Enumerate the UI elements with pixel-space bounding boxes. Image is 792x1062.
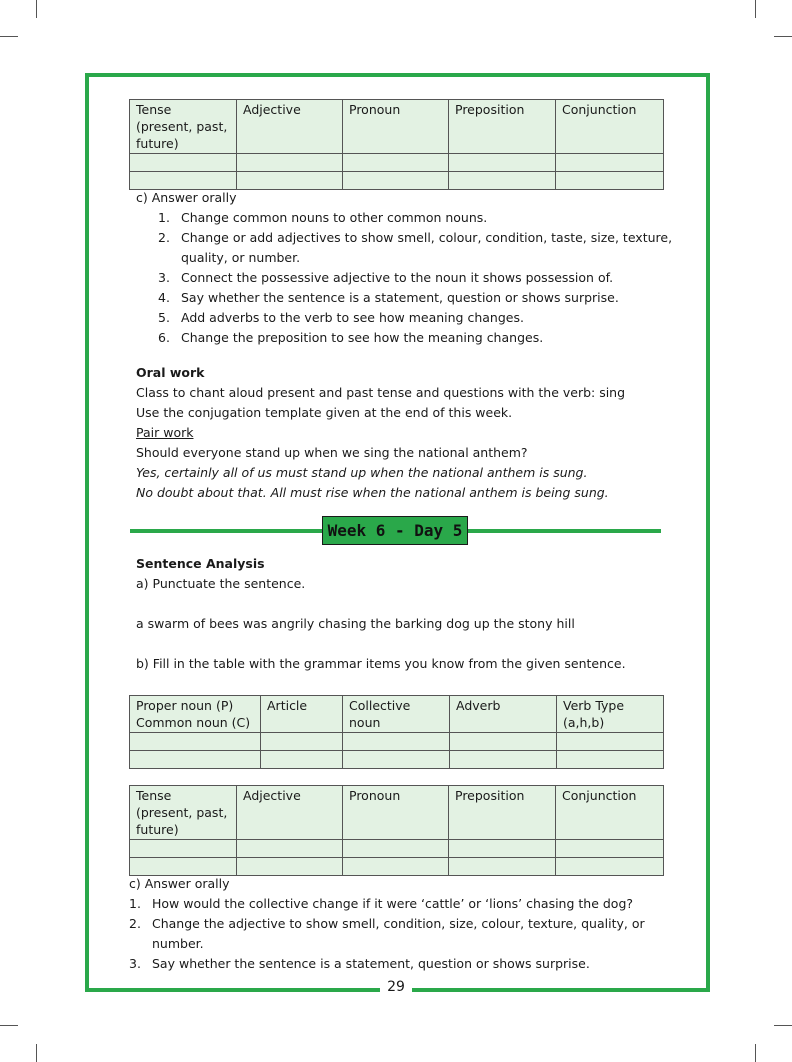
table-cell[interactable] (343, 751, 450, 769)
list-item-continuation (158, 248, 672, 268)
instruction-b: b) Fill in the table with the grammar items you know from the given sentence. (136, 656, 626, 671)
crop-mark (774, 1025, 792, 1026)
table-header-cell: Preposition (449, 100, 556, 154)
list-text: Change or add adjectives to show smell, colour, condition, taste, size, texture, (181, 230, 673, 245)
list-number: 3. (158, 270, 170, 285)
table-row (130, 154, 664, 172)
list-item-continuation (129, 934, 645, 954)
table-header-cell: Adjective (237, 786, 343, 840)
pair-work-question: Should everyone stand up when we sing the national anthem? (136, 445, 528, 460)
list-text: Connect the possessive adjective to the noun it shows possession of. (181, 270, 614, 285)
oral-work-line: Class to chant aloud present and past tense and questions with the verb: sing (136, 385, 626, 400)
table-header-cell: Verb Type (a,h,b) (557, 696, 664, 733)
table-cell[interactable] (557, 733, 664, 751)
table-cell[interactable] (449, 840, 556, 858)
list-text: number. (152, 936, 204, 951)
list-text: Change common nouns to other common nouns. (181, 210, 488, 225)
list-text: Change the adjective to show smell, condition, size, colour, texture, quality, or (152, 916, 645, 931)
table-header-cell: Adverb (450, 696, 557, 733)
page-number: 29 (380, 977, 412, 997)
table-cell[interactable] (450, 733, 557, 751)
table-cell[interactable] (343, 172, 449, 190)
table-header-row (130, 696, 664, 733)
list-text: Change the preposition to see how the meaning changes. (181, 330, 544, 345)
crop-mark (36, 1044, 37, 1062)
list-number: 4. (158, 290, 170, 305)
table-cell[interactable] (261, 733, 343, 751)
table-header-cell: Article (261, 696, 343, 733)
table-header-cell: Adjective (237, 100, 343, 154)
crop-mark (0, 36, 18, 37)
week-day-title: Week 6 - Day 5 (322, 516, 468, 545)
oral-work-line: Use the conjugation template given at the end of this week. (136, 405, 513, 420)
table-cell[interactable] (130, 172, 237, 190)
list-text: quality, or number. (181, 250, 301, 265)
table-cell[interactable] (237, 858, 343, 876)
table-header-row (130, 786, 664, 840)
grammar-table-bottom (129, 785, 664, 876)
table-cell[interactable] (237, 172, 343, 190)
list-item (129, 914, 645, 934)
table-header-cell: Tense (present, past, future) (130, 786, 237, 840)
table-cell[interactable] (130, 154, 237, 172)
list-item (158, 228, 672, 248)
table-cell[interactable] (343, 154, 449, 172)
table-cell[interactable] (130, 858, 237, 876)
answer-orally-heading: c) Answer orally (136, 190, 237, 205)
sentence-analysis-heading: Sentence Analysis (136, 556, 265, 571)
table-header-cell: Pronoun (343, 786, 449, 840)
list-item (158, 208, 672, 228)
list-number: 2. (129, 916, 141, 931)
oral-work-heading: Oral work (136, 365, 205, 380)
list-number: 3. (129, 956, 141, 971)
table-cell[interactable] (449, 858, 556, 876)
table-cell[interactable] (237, 840, 343, 858)
table-row (130, 858, 664, 876)
list-text: Say whether the sentence is a statement, question or shows surprise. (181, 290, 619, 305)
table-cell[interactable] (450, 751, 557, 769)
crop-mark (755, 0, 756, 18)
table-header-cell: Conjunction (556, 100, 664, 154)
list-item (129, 894, 645, 914)
answer-orally-list (158, 208, 672, 348)
answer-orally-heading: c) Answer orally (129, 876, 230, 891)
list-item (158, 288, 672, 308)
list-item (158, 268, 672, 288)
table-cell[interactable] (343, 733, 450, 751)
divider-line-left (130, 529, 322, 533)
table-header-cell: Collective noun (343, 696, 450, 733)
pair-work-answer: No doubt about that. All must rise when the national anthem is being sung. (136, 485, 609, 500)
table-header-cell: Proper noun (P) Common noun (C) (130, 696, 261, 733)
list-number: 2. (158, 230, 170, 245)
instruction-a: a) Punctuate the sentence. (136, 576, 306, 591)
table-cell[interactable] (261, 751, 343, 769)
grammar-table-nouns (129, 695, 664, 769)
crop-mark (36, 0, 37, 18)
list-item (129, 954, 645, 974)
table-cell[interactable] (130, 733, 261, 751)
grammar-table-top (129, 99, 664, 190)
table-cell[interactable] (449, 154, 556, 172)
divider-line-right (468, 529, 661, 533)
table-cell[interactable] (556, 154, 664, 172)
table-cell[interactable] (556, 172, 664, 190)
table-cell[interactable] (343, 858, 449, 876)
table-cell[interactable] (556, 840, 664, 858)
pair-work-heading: Pair work (136, 425, 194, 440)
table-cell[interactable] (557, 751, 664, 769)
list-text: How would the collective change if it were ‘cattle’ or ‘lions’ chasing the dog? (152, 896, 634, 911)
crop-mark (755, 1044, 756, 1062)
table-row (130, 751, 664, 769)
list-item (158, 328, 672, 348)
table-cell[interactable] (130, 751, 261, 769)
table-header-row (130, 100, 664, 154)
table-header-cell: Tense (present, past, future) (130, 100, 237, 154)
table-header-cell: Conjunction (556, 786, 664, 840)
table-header-cell: Preposition (449, 786, 556, 840)
list-text: Add adverbs to the verb to see how meaning changes. (181, 310, 524, 325)
list-text: Say whether the sentence is a statement, question or shows surprise. (152, 956, 590, 971)
table-cell[interactable] (449, 172, 556, 190)
crop-mark (0, 1025, 18, 1026)
table-row (130, 733, 664, 751)
table-row (130, 172, 664, 190)
list-number: 5. (158, 310, 170, 325)
table-cell[interactable] (556, 858, 664, 876)
sentence-to-punctuate: a swarm of bees was angrily chasing the barking dog up the stony hill (136, 616, 575, 631)
table-cell[interactable] (130, 840, 237, 858)
table-row (130, 840, 664, 858)
table-header-cell: Pronoun (343, 100, 449, 154)
list-number: 1. (129, 896, 141, 911)
table-cell[interactable] (343, 840, 449, 858)
answer-orally-list (129, 894, 645, 974)
list-number: 1. (158, 210, 170, 225)
list-number: 6. (158, 330, 170, 345)
crop-mark (774, 36, 792, 37)
list-item (158, 308, 672, 328)
pair-work-answer: Yes, certainly all of us must stand up when the national anthem is sung. (136, 465, 588, 480)
table-cell[interactable] (237, 154, 343, 172)
